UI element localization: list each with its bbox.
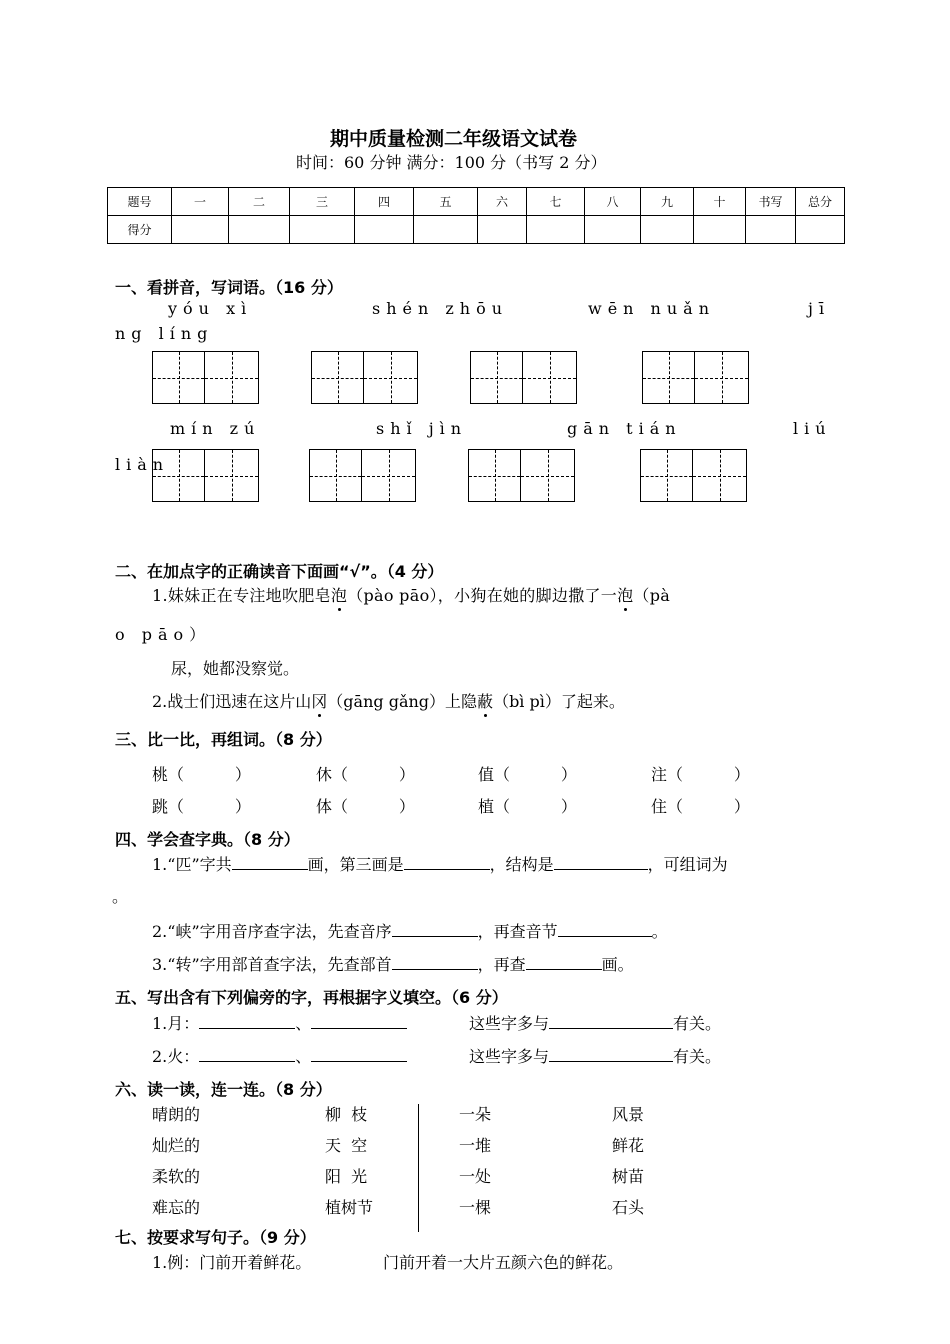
question-2-1 (152, 583, 670, 606)
compare-item: 体（ ） (316, 797, 415, 816)
question-text: 2.战士们迅速在这片山 (152, 692, 312, 711)
score-cell[interactable] (414, 216, 478, 244)
compare-item: 住（ ） (651, 797, 750, 816)
question-text: 有关。 (673, 1014, 722, 1033)
question-text: 1.“匹”字共 (152, 855, 232, 874)
answer-blank[interactable] (199, 1028, 295, 1029)
score-cell[interactable] (585, 216, 641, 244)
match-item[interactable]: 树苗 (612, 1167, 645, 1186)
question-text: 1.月： (152, 1014, 200, 1033)
dotted-char: 泡 (331, 583, 347, 606)
match-item[interactable]: 难忘的 (152, 1198, 201, 1217)
question-text: ，结构是 (489, 855, 554, 874)
table-cell: 八 (585, 188, 641, 216)
match-item[interactable]: 灿烂的 (152, 1136, 201, 1155)
match-item[interactable]: 一棵 (459, 1198, 492, 1217)
separator: 、 (295, 1047, 312, 1066)
score-table (107, 187, 845, 244)
question-4-1 (152, 852, 728, 875)
writing-grid[interactable] (642, 351, 749, 404)
question-text: （bì pì）了起来。 (493, 692, 625, 711)
match-item[interactable]: 一朵 (459, 1105, 492, 1124)
question-text: 画，第三画是 (307, 855, 404, 874)
match-item[interactable]: 一堆 (459, 1136, 492, 1155)
score-cell[interactable] (229, 216, 290, 244)
section-6-heading: 六、读一读，连一连。（8 分） (115, 1080, 332, 1099)
writing-grid[interactable] (311, 351, 418, 404)
pinyin: ng líng (115, 324, 214, 343)
question-text: 画。 (601, 955, 634, 974)
answer-blank[interactable] (558, 936, 652, 937)
table-cell: 一 (172, 188, 229, 216)
question-text: 尿，她都没察觉。 (171, 659, 300, 678)
writing-grid[interactable] (152, 351, 259, 404)
answer-blank[interactable] (232, 869, 308, 870)
question-text: o pāo） (115, 625, 212, 644)
pinyin: shén zhōu (372, 299, 509, 318)
table-cell: 四 (355, 188, 414, 216)
match-item[interactable]: 天 空 (325, 1136, 368, 1155)
table-row (108, 216, 845, 244)
answer-blank[interactable] (392, 969, 478, 970)
score-cell[interactable] (172, 216, 229, 244)
pinyin: jī (808, 299, 831, 318)
answer-blank[interactable] (554, 869, 648, 870)
section-3-heading: 三、比一比，再组词。（8 分） (115, 730, 332, 749)
answer-blank[interactable] (404, 869, 490, 870)
score-cell[interactable] (796, 216, 845, 244)
exam-info: 时间：60 分钟 满分：100 分（书写 2 分） (296, 153, 607, 172)
table-cell: 二 (229, 188, 290, 216)
page-title: 期中质量检测二年级语文试卷 (330, 128, 578, 150)
question-text: 2.火： (152, 1047, 200, 1066)
section-4-heading: 四、学会查字典。（8 分） (115, 830, 300, 849)
question-text: ，再查音节 (477, 922, 558, 941)
table-cell: 得分 (108, 216, 172, 244)
pinyin: yóu xì (168, 299, 253, 318)
answer-blank[interactable] (549, 1061, 673, 1062)
section-1-heading: 一、看拼音，写词语。（16 分） (115, 278, 343, 297)
table-cell: 六 (478, 188, 527, 216)
compare-item: 值（ ） (478, 765, 577, 784)
pinyin: mín zú (170, 419, 261, 438)
match-item[interactable]: 柳 枝 (325, 1105, 368, 1124)
score-cell[interactable] (641, 216, 694, 244)
pinyin: wēn nuǎn (588, 299, 716, 318)
question-text: （gāng gǎng）上隐 (327, 692, 478, 711)
question-text: ，再查 (477, 955, 526, 974)
score-cell[interactable] (746, 216, 796, 244)
writing-grid[interactable] (640, 449, 747, 502)
table-cell: 十 (694, 188, 746, 216)
writing-grid[interactable] (470, 351, 577, 404)
score-cell[interactable] (694, 216, 746, 244)
pinyin: liàn (115, 455, 170, 474)
question-text: 。 (112, 887, 129, 906)
question-7-1: 1.例：门前开着鲜花。 (152, 1253, 312, 1272)
table-cell: 题号 (108, 188, 172, 216)
table-cell: 三 (290, 188, 355, 216)
writing-grid[interactable] (468, 449, 575, 502)
match-item[interactable]: 一处 (459, 1167, 492, 1186)
question-text: 有关。 (673, 1047, 722, 1066)
compare-item: 桃（ ） (152, 765, 251, 784)
question-text: 2.“峡”字用音序查字法，先查音序 (152, 922, 392, 941)
answer-blank[interactable] (199, 1061, 295, 1062)
question-5-1-b (469, 1011, 721, 1034)
dotted-char: 泡 (617, 583, 633, 606)
match-item[interactable]: 鲜花 (612, 1136, 645, 1155)
answer-blank[interactable] (311, 1028, 407, 1029)
compare-item: 植（ ） (478, 797, 577, 816)
question-5-2 (152, 1044, 407, 1067)
question-text: （pà (633, 586, 671, 605)
table-row (108, 188, 845, 216)
match-item[interactable]: 风景 (612, 1105, 645, 1124)
score-cell[interactable] (527, 216, 585, 244)
score-cell[interactable] (478, 216, 527, 244)
answer-blank[interactable] (392, 936, 478, 937)
section-2-heading: 二、在加点字的正确读音下面画“√”。（4 分） (115, 562, 444, 581)
match-item[interactable]: 植树节 (325, 1198, 374, 1217)
answer-blank[interactable] (526, 969, 602, 970)
compare-item: 注（ ） (651, 765, 750, 784)
question-text: 这些字多与 (469, 1014, 550, 1033)
dotted-char: 蔽 (477, 689, 493, 712)
question-5-1 (152, 1011, 407, 1034)
writing-grid[interactable] (309, 449, 416, 502)
question-2-2 (152, 689, 625, 712)
table-cell: 总分 (796, 188, 845, 216)
writing-grid[interactable] (152, 449, 259, 502)
question-text: 。 (651, 922, 668, 941)
match-item[interactable]: 阳 光 (325, 1167, 368, 1186)
match-item[interactable]: 晴朗的 (152, 1105, 201, 1124)
example-sentence: 门前开着一大片五颜六色的鲜花。 (383, 1253, 624, 1272)
question-text: 3.“转”字用部首查字法，先查部首 (152, 955, 392, 974)
separator: 、 (295, 1014, 312, 1033)
question-text: （pào pāo），小狗在她的脚边撒了一 (347, 586, 618, 605)
table-cell: 九 (641, 188, 694, 216)
question-text: 1.妹妹正在专注地吹肥皂 (152, 586, 331, 605)
match-item[interactable]: 柔软的 (152, 1167, 201, 1186)
score-cell[interactable] (355, 216, 414, 244)
answer-blank[interactable] (549, 1028, 673, 1029)
pinyin: liú (793, 419, 832, 438)
answer-blank[interactable] (311, 1061, 407, 1062)
table-cell: 七 (527, 188, 585, 216)
question-text: 这些字多与 (469, 1047, 550, 1066)
compare-item: 跳（ ） (152, 797, 251, 816)
question-text: ，可组词为 (647, 855, 728, 874)
dotted-char: 冈 (311, 689, 327, 712)
compare-item: 休（ ） (316, 765, 415, 784)
table-cell: 五 (414, 188, 478, 216)
score-cell[interactable] (290, 216, 355, 244)
pinyin: gān tián (567, 419, 682, 438)
question-4-2 (152, 919, 668, 942)
question-5-2-b (469, 1044, 721, 1067)
table-cell: 书写 (746, 188, 796, 216)
column-divider (418, 1104, 419, 1232)
question-4-3 (152, 952, 634, 975)
match-item[interactable]: 石头 (612, 1198, 645, 1217)
section-7-heading: 七、按要求写句子。（9 分） (115, 1228, 316, 1247)
section-5-heading: 五、写出含有下列偏旁的字，再根据字义填空。（6 分） (115, 988, 508, 1007)
pinyin: shǐ jìn (376, 419, 468, 438)
